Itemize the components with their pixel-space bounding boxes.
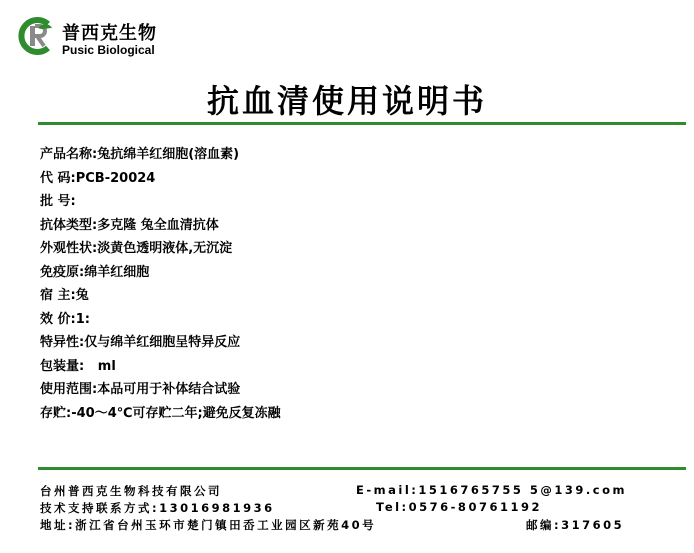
field-value: 淡黄色透明液体,无沉淀 [97, 241, 233, 256]
field-antibody-type [40, 214, 281, 238]
document-title: 抗血清使用说明书 [206, 82, 487, 120]
field-label: 代 码: [40, 170, 76, 186]
field-value: 绵羊红细胞 [84, 264, 150, 280]
field-titer [40, 308, 281, 332]
top-divider [38, 122, 686, 125]
bottom-divider [38, 467, 686, 470]
field-label: 使用范围: [40, 382, 98, 397]
footer-tel: Tel:0576-80761192 [376, 500, 542, 514]
field-label: 效 价: [40, 311, 76, 327]
field-value: 仅与绵羊红细胞呈特异反应 [84, 335, 241, 350]
field-product-name [40, 143, 281, 167]
field-value: 兔抗绵羊红细胞(溶血素) [97, 147, 240, 162]
field-value: 1: [75, 311, 90, 327]
company-logo [14, 16, 174, 60]
product-info [40, 143, 281, 425]
field-value: ml [84, 358, 116, 374]
footer-postcode: 邮编:317605 [526, 518, 625, 532]
field-value: -40～4℃可存贮二年;避免反复冻融 [71, 405, 281, 421]
field-value: 本品可用于补体结合试验 [97, 382, 241, 397]
field-appearance [40, 237, 281, 261]
field-label: 批 号: [40, 194, 76, 209]
field-host [40, 284, 281, 308]
footer-company: 台州普西克生物科技有限公司 [40, 484, 222, 498]
footer-row-2 [40, 500, 680, 517]
footer-address: 地址:浙江省台州玉环市楚门镇田岙工业园区新苑40号 [40, 518, 377, 532]
field-value: PCB-20024 [75, 170, 156, 186]
footer-support: 技术支持联系方式:13016981936 [40, 501, 275, 515]
field-label: 存贮: [40, 405, 72, 421]
field-label: 包装量: [40, 358, 85, 374]
field-immunogen [40, 261, 281, 285]
field-value: 兔 [75, 288, 89, 303]
field-label: 产品名称: [40, 147, 98, 162]
company-footer [40, 483, 680, 534]
field-label: 免疫原: [40, 264, 85, 280]
field-batch [40, 190, 281, 214]
field-label: 抗体类型: [40, 217, 98, 233]
company-name-en: Pusic Biological [62, 43, 155, 57]
field-specificity [40, 331, 281, 355]
field-value: 多克隆 兔全血清抗体 [97, 217, 219, 233]
field-package [40, 355, 281, 379]
field-usage [40, 378, 281, 402]
footer-email: E-mail:1516765755 5@139.com [356, 483, 627, 497]
field-code [40, 167, 281, 191]
field-label: 特异性: [40, 335, 85, 350]
field-label: 外观性状: [40, 241, 98, 256]
logo-emblem-icon [14, 16, 56, 56]
field-storage [40, 402, 281, 426]
company-name-cn: 普西克生物 [62, 23, 157, 44]
footer-row-1 [40, 483, 680, 500]
field-label: 宿 主: [40, 288, 76, 303]
footer-row-3 [40, 517, 680, 534]
